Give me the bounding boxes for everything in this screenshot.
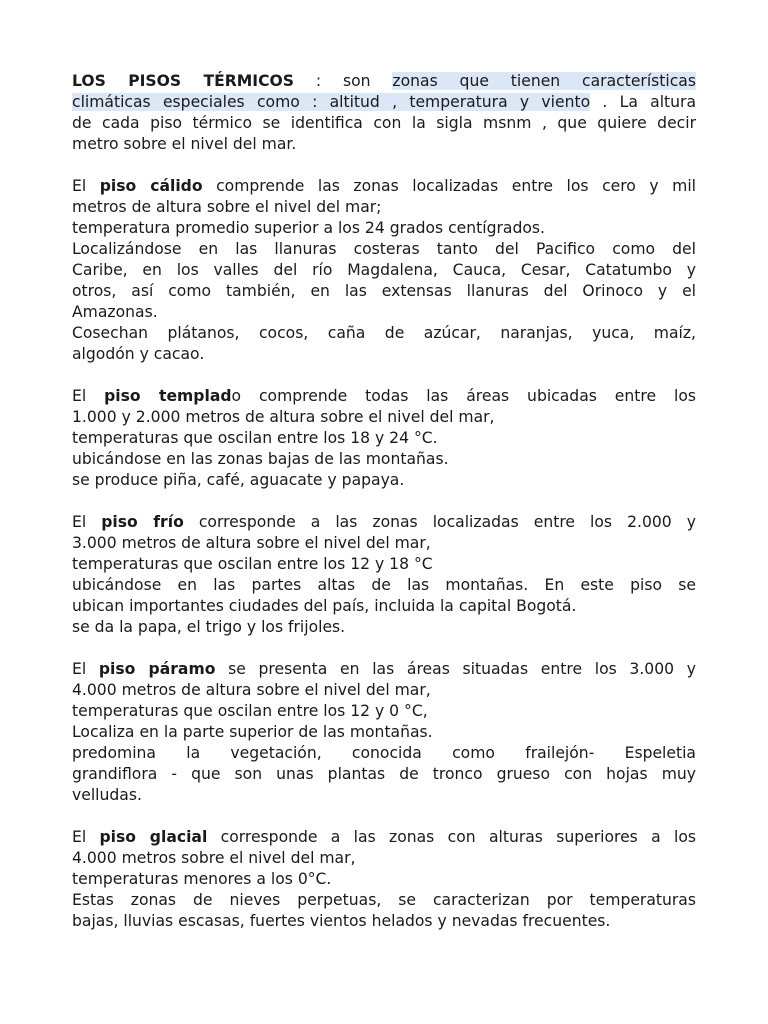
intro-paragraph [72,71,696,155]
intro-line-4: metro sobre el nivel del mar. [72,135,297,153]
glacial-line-5: bajas, lluvias escasas, fuertes vientos helados y nevadas frecuentes. [72,912,611,930]
paramo-term: piso páramo [98,660,216,678]
selected-text-2: climáticas especiales como : altitud , temperatura y viento [72,93,591,111]
frio-line-6: se da la papa, el trigo y los frijoles. [72,618,346,636]
calido-paragraph [72,176,696,365]
calido-line-9: algodón y cacao. [72,345,205,363]
paramo-line-6: grandiflora - que son unas plantas de tronco grueso con hojas muy [72,765,696,783]
templado-line-1: El piso templado comprende todas las áreas ubicadas entre los [72,387,696,405]
glacial-line-2: 4.000 metros sobre el nivel del mar, [72,849,356,867]
templado-line-4: ubicándose en las zonas bajas de las montañas. [72,450,449,468]
calido-line-7: Amazonas. [72,303,158,321]
glacial-line-3: temperaturas menores a los 0°C. [72,870,332,888]
calido-line-8: Cosechan plátanos, cocos, caña de azúcar, naranjas, yuca, maíz, [72,324,696,342]
glacial-paragraph [72,827,696,932]
paramo-line-4: Localiza en la parte superior de las montañas. [72,723,433,741]
frio-line-1: El piso frío corresponde a las zonas localizadas entre los 2.000 y [72,513,696,531]
paramo-line-3: temperaturas que oscilan entre los 12 y 0 °C, [72,702,428,720]
intro-title: LOS PISOS TÉRMICOS [72,72,295,90]
paramo-line-7: velludas. [72,786,142,804]
calido-term: piso cálido [99,177,203,195]
frio-term: piso frío [101,513,184,531]
intro-line-3: de cada piso térmico se identifica con la sigla msnm , que quiere decir [72,114,696,132]
calido-line-5: Caribe, en los valles del río Magdalena, Cauca, Cesar, Catatumbo y [72,261,696,279]
templado-line-5: se produce piña, café, aguacate y papaya. [72,471,405,489]
frio-line-5: ubican importantes ciudades del país, incluida la capital Bogotá. [72,597,577,615]
paramo-paragraph [72,659,696,806]
frio-paragraph [72,512,696,638]
paramo-line-2: 4.000 metros de altura sobre el nivel del mar, [72,681,431,699]
calido-line-6: otros, así como también, en las extensas llanuras del Orinoco y el [72,282,696,300]
templado-line-2: 1.000 y 2.000 metros de altura sobre el nivel del mar, [72,408,495,426]
frio-line-2: 3.000 metros de altura sobre el nivel del mar, [72,534,431,552]
intro-line-2: climáticas especiales como : altitud , temperatura y viento . La altura [72,93,696,111]
templado-line-3: temperaturas que oscilan entre los 18 y 24 °C. [72,429,438,447]
calido-line-4: Localizándose en las llanuras costeras tanto del Pacifico como del [72,240,696,258]
calido-line-3: temperatura promedio superior a los 24 grados centígrados. [72,219,545,237]
glacial-line-1: El piso glacial corresponde a las zonas con alturas superiores a los [72,828,697,846]
frio-line-4: ubicándose en las partes altas de las montañas. En este piso se [72,576,696,594]
templado-term: piso templad [104,387,232,405]
calido-line-2: metros de altura sobre el nivel del mar; [72,198,382,216]
glacial-term: piso glacial [99,828,208,846]
paramo-line-1: El piso páramo se presenta en las áreas situadas entre los 3.000 y [72,660,696,678]
calido-line-1: El piso cálido comprende las zonas localizadas entre los cero y mil [72,177,696,195]
intro-line-1: LOS PISOS TÉRMICOS : son zonas que tienen características [72,72,696,90]
frio-line-3: temperaturas que oscilan entre los 12 y 18 °C [72,555,433,573]
templado-paragraph [72,386,696,491]
paramo-line-5: predomina la vegetación, conocida como frailejón- Espeletia [72,744,696,762]
glacial-line-4: Estas zonas de nieves perpetuas, se caracterizan por temperaturas [72,891,696,909]
selected-text: zonas que tienen características [392,72,696,90]
